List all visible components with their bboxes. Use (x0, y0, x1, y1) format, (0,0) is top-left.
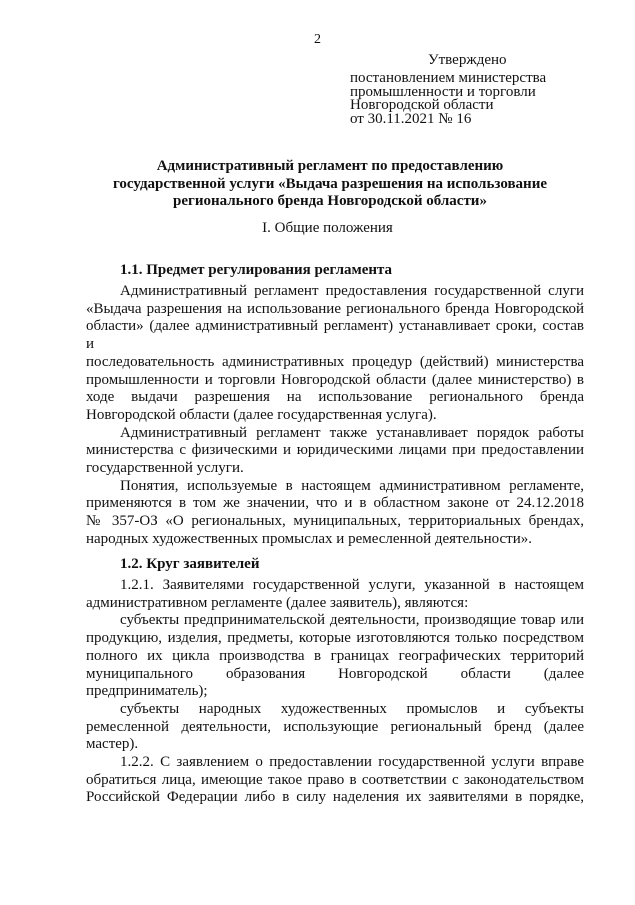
approval-line: промышленности и торговли (350, 83, 536, 100)
text-line: промышленности и торговли Новгородской области (далее министерство) в (86, 371, 584, 388)
text-line: мастер). (86, 736, 139, 753)
text-line: административном регламенте (далее заявитель), являются: (86, 594, 469, 611)
text-line: применяются в том же значении, что и в областном законе от 24.12.2018 (86, 495, 584, 512)
approval-line: Новгородской области (350, 97, 494, 114)
text-line: последовательность административных процедур (действий) министерства (86, 353, 584, 370)
text-line: полного их цикла производства в границах географических территорий (86, 647, 584, 664)
title-line: государственной услуги «Выдача разрешения на использование (112, 175, 547, 192)
title-line: регионального бренда Новгородской области» (173, 193, 487, 209)
approval-block (350, 72, 580, 127)
page-number: 2 (314, 32, 321, 47)
document-title (100, 158, 560, 211)
text-line: № 357-ОЗ «О региональных, муниципальных, территориальных брендах, (86, 513, 584, 530)
subsection-body (86, 577, 584, 807)
text-line: Понятия, используемые в настоящем административном регламенте, (120, 477, 584, 494)
approval-line: от 30.11.2021 № 16 (350, 111, 472, 128)
text-line: муниципального образования Новгородской области (далее (86, 665, 584, 682)
text-line: «Выдача разрешения на использование регионального бренда Новгородской (86, 300, 584, 317)
text-line: обратиться лица, имеющие такое право в соответствии с законодательством (86, 771, 584, 788)
text-line: государственной услуги. (86, 460, 244, 477)
text-line: Административный регламент предоставления государственной слуги (120, 283, 584, 299)
title-line: Административный регламент по предоставлению (156, 158, 504, 174)
text-line: субъекты народных художественных промыслов и субъекты (120, 700, 584, 717)
text-line: народных художественных промыслах и ремесленной деятельности». (86, 530, 533, 547)
text-line: субъекты предпринимательской деятельности, производящие товар или (120, 612, 584, 629)
subsection-body (86, 283, 584, 549)
text-line: Российской Федерации либо в силу наделения их заявителями в порядке, (86, 789, 584, 806)
subsection-heading: 1.1. Предмет регулирования регламента (120, 262, 393, 278)
text-line: министерства с физическими и юридическими лицами при предоставлении (86, 442, 584, 459)
subsection-heading: 1.2. Круг заявителей (120, 556, 260, 572)
text-line: ремесленной деятельности, использующие региональный бренд (далее (86, 718, 584, 735)
approved-label: Утверждено (428, 52, 507, 68)
text-line: предприниматель); (86, 683, 208, 700)
text-line: области» (далее административный регламент) устанавливает сроки, состав и (86, 318, 584, 353)
text-line: ходе выдачи разрешения на использование регионального бренда (86, 389, 584, 406)
text-line: Новгородской области (далее государственная услуга). (86, 406, 437, 423)
text-line: 1.2.2. С заявлением о предоставлении государственной услуги вправе (120, 754, 584, 771)
text-line: Административный регламент также устанавливает порядок работы (120, 424, 584, 441)
text-line: продукцию, изделия, предметы, которые изготовляются только посредством (86, 630, 584, 647)
approval-line: постановлением министерства (350, 70, 547, 86)
text-line: 1.2.1. Заявителями государственной услуги, указанной в настоящем (120, 577, 584, 593)
section-heading: I. Общие положения (262, 220, 393, 236)
